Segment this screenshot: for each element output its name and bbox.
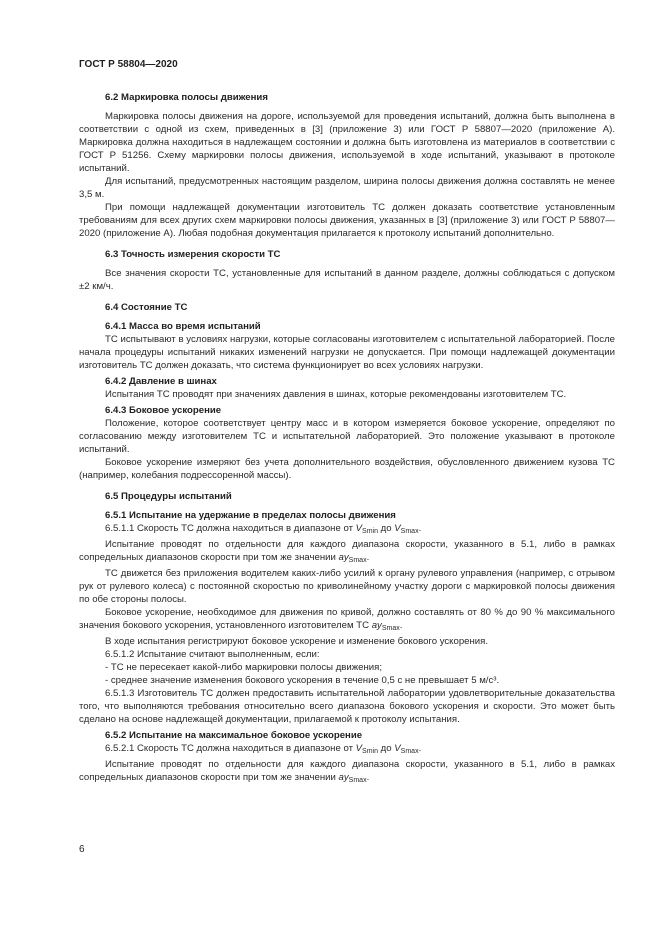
section-6-5-1-2-paragraph: 6.5.1.2 Испытание считают выполненным, если: <box>105 649 320 660</box>
text-run: 6.5.2.1 Скорость ТС должна находиться в диапазоне от <box>105 743 356 754</box>
subscript-smax: Smax <box>348 777 367 784</box>
section-6-4-3-paragraph-1: Положение, которое соответствует центру масс и в котором измеряется боковое ускорение, определяют по согласованию между изготовителем ТС и испытательной лабораторией. Это положение указывают в протоколе испытаний. <box>79 418 615 455</box>
section-6-4-title: 6.4 Состояние ТС <box>105 302 188 313</box>
section-6-4-2-paragraph: Испытания ТС проводят при значениях давления в шинах, которые рекомендованы изготовителем ТС. <box>105 389 567 400</box>
symbol-ay: ay <box>371 620 382 631</box>
document-page <box>79 58 615 787</box>
section-6-4-3-paragraph-2: Боковое ускорение измеряют без учета дополнительного воздействия, обусловленного движением кузова ТС (например, колебания подрессоренной массы). <box>79 457 615 481</box>
section-6-2-paragraph-2: Для испытаний, предусмотренных настоящим разделом, ширина полосы движения должна составлять не менее 3,5 м. <box>79 176 615 200</box>
section-6-3-paragraph: Все значения скорости ТС, установленные для испытаний в данном разделе, должны соблюдаться с допуском ±2 км/ч. <box>79 268 615 292</box>
subscript-smin: Smin <box>362 748 378 755</box>
section-6-5-1-paragraph-d: В ходе испытания регистрируют боковое ускорение и изменение бокового ускорения. <box>105 636 489 647</box>
subscript-smin: Smin <box>362 528 378 535</box>
subscript-smax: Smax <box>381 625 400 632</box>
subscript-smax: Smax <box>400 528 419 535</box>
section-6-5-1-paragraph-a <box>79 538 615 567</box>
symbol-v: V <box>394 743 401 754</box>
symbol-v: V <box>355 523 363 534</box>
section-6-5-1-3-paragraph: 6.5.1.3 Изготовитель ТС должен предоставить испытательной лаборатории удовлетворительные доказательства того, что выполняются требования относительно всего диапазона бокового ускорения и скорости. Это может быть сделано на основе надлежащей документации, прилагаемой к протоколу испытания. <box>79 688 615 725</box>
section-6-4-1-title: 6.4.1 Масса во время испытаний <box>105 321 261 332</box>
section-6-5-title: 6.5 Процедуры испытаний <box>105 491 232 502</box>
section-6-5-1-title: 6.5.1 Испытание на удержание в пределах полосы движения <box>105 510 396 521</box>
symbol-v: V <box>394 523 401 534</box>
section-6-4-2-title: 6.4.2 Давление в шинах <box>105 376 217 387</box>
section-6-4-1-paragraph: ТС испытывают в условиях нагрузки, которые согласованы изготовителем с испытательной лабораторией. После начала процедуры испытаний никаких изменений нагрузки не допускается. При помощи надлежащей документации изготовитель ТС должен доказать, что система функционирует во всех условиях нагрузки. <box>79 334 615 371</box>
text-run: . <box>418 743 422 754</box>
subscript-smax: Smax <box>348 557 367 564</box>
section-6-2-title: 6.2 Маркировка полосы движения <box>105 92 268 103</box>
text-run: до <box>378 523 395 534</box>
section-6-5-1-1-paragraph <box>79 522 615 538</box>
text-run: . <box>366 552 370 563</box>
list-item: - среднее значение изменения бокового ускорения в течение 0,5 с не превышает 5 м/с³. <box>105 675 500 686</box>
text-run: . <box>399 620 403 631</box>
symbol-v: V <box>355 743 363 754</box>
section-6-4-3-title: 6.4.3 Боковое ускорение <box>105 405 222 416</box>
section-6-5-2-paragraph-a <box>79 758 615 787</box>
section-6-3-title: 6.3 Точность измерения скорости ТС <box>105 249 281 260</box>
text-run: . <box>366 772 370 783</box>
section-6-5-1-paragraph-c <box>79 606 615 635</box>
section-6-2-paragraph-1: Маркировка полосы движения на дороге, используемой для проведения испытаний, должна быть выполнена в соответствии с одной из схем, приведенных в [3] (приложение 3) или ГОСТ Р 58807—2020 (приложение А). Маркировка должна находиться в надлежащем состоянии и должна быть изготовлена из материалов в соответствии с ГОСТ Р 51256. Схему маркировки полосы движения, используемой в ходе испытаний, указывают в протоколе испытаний. <box>79 111 615 174</box>
section-6-5-2-title: 6.5.2 Испытание на максимальное боковое ускорение <box>105 730 363 741</box>
text-run: 6.5.1.1 Скорость ТС должна находиться в диапазоне от <box>105 523 356 534</box>
section-6-2-paragraph-3: При помощи надлежащей документации изготовитель ТС должен доказать соответствие установленным требованиям для всех других схем маркировки полосы движения, указанных в [3] (приложение 3) или ГОСТ Р 58807—2020 (приложение А). Любая подобная документация прилагается к протоколу испытаний дополнительно. <box>79 202 615 239</box>
text-run: Испытание проводят по отдельности для каждого диапазона скорости, указанного в 5.1, либо в рамках сопредельных диапазонов скорости при том же значении <box>79 759 615 783</box>
text-run: . <box>418 523 422 534</box>
section-6-5-1-paragraph-b: ТС движется без приложения водителем каких-либо усилий к органу рулевого управления (например, с отрывом рук от рулевого колеса) с постоянной скоростью по криволинейному участку дороги с маркировкой полосы движения по обе стороны полосы. <box>79 568 615 605</box>
standard-header: ГОСТ Р 58804—2020 <box>79 59 178 70</box>
symbol-ay: ay <box>338 772 349 783</box>
text-run: Испытание проводят по отдельности для каждого диапазона скорости, указанного в 5.1, либо в рамках сопредельных диапазонов скорости при том же значении <box>79 539 615 563</box>
text-run: Боковое ускорение, необходимое для движения по кривой, должно составлять от 80 % до 90 % максимального значения бокового ускорения, установленного изготовителем ТС <box>79 607 615 631</box>
list-item: - ТС не пересекает какой-либо маркировки полосы движения; <box>105 662 383 673</box>
page-number: 6 <box>79 844 85 855</box>
section-6-5-2-1-paragraph <box>79 742 615 758</box>
subscript-smax: Smax <box>400 748 419 755</box>
symbol-ay: ay <box>338 552 349 563</box>
text-run: до <box>378 743 395 754</box>
